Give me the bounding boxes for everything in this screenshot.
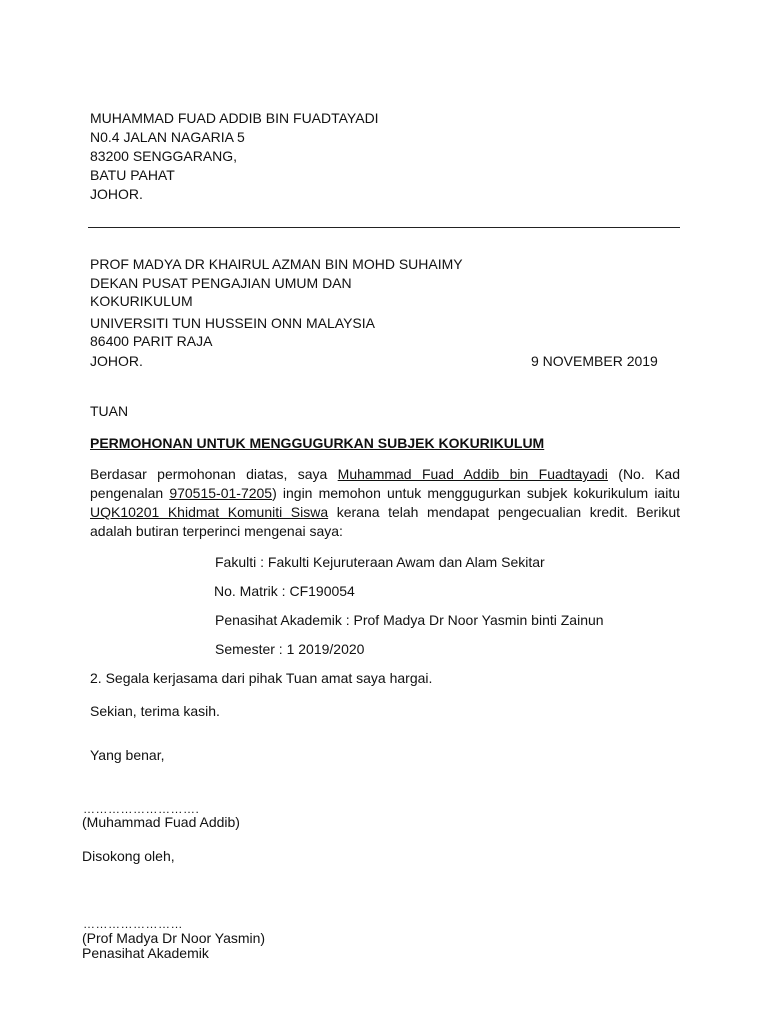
closing-thanks: Sekian, terima kasih. [90,703,220,719]
body-text-d: kerana telah mendapat pengecualian kredit. Berikut adalah butiran terperinci mengenai saya: [90,504,681,539]
signature-line-2: …………………… [83,917,183,931]
course-name: UQK10201 Khidmat Komuniti Siswa [90,504,329,520]
recipient-line-3: KOKURIKULUM [90,293,193,309]
signature-name-2: (Prof Madya Dr Noor Yasmin) [82,930,266,946]
supported-by-label: Disokong oleh, [82,848,175,864]
recipient-line-1: PROF MADYA DR KHAIRUL AZMAN BIN MOHD SUHAIMY [90,256,463,272]
body-text-c: ) ingin memohon untuk menggugurkan subjek kokurikulum iaitu [272,485,681,501]
recipient-line-4: UNIVERSITI TUN HUSSEIN ONN MALAYSIA [90,315,375,331]
closing-point-2: 2. Segala kerjasama dari pihak Tuan amat saya hargai. [90,670,433,686]
ic-number: 970515-01-7205 [169,485,273,501]
sender-address-line-1: N0.4 JALAN NAGARIA 5 [90,129,245,145]
closing-regards: Yang benar, [90,747,165,763]
sender-address-line-4: JOHOR. [90,186,143,202]
signature-name-1: (Muhammad Fuad Addib) [82,814,240,830]
student-name: Muhammad Fuad Addib bin Fuadtayadi [337,466,608,482]
header-divider [88,227,680,228]
recipient-line-5: 86400 PARIT RAJA [90,333,213,349]
sender-name: MUHAMMAD FUAD ADDIB BIN FUADTAYADI [90,110,379,126]
salutation: TUAN [90,403,129,419]
detail-semester: Semester : 1 2019/2020 [215,641,365,657]
subject-line: PERMOHONAN UNTUK MENGGUGURKAN SUBJEK KOKURIKULUM [90,435,545,451]
body-paragraph [90,465,680,541]
signature-line-1: ………………………. [83,802,200,816]
detail-matric: No. Matrik : CF190054 [214,583,355,599]
letter-date: 9 NOVEMBER 2019 [531,353,658,369]
sender-address-line-3: BATU PAHAT [90,167,175,183]
recipient-line-2: DEKAN PUSAT PENGAJIAN UMUM DAN [90,275,352,291]
detail-faculty: Fakulti : Fakulti Kejuruteraan Awam dan Alam Sekitar [215,554,545,570]
detail-advisor: Penasihat Akademik : Prof Madya Dr Noor Yasmin binti Zainun [215,612,604,628]
recipient-line-6: JOHOR. [90,353,143,369]
body-text-b: (No. Kad pengenalan [90,466,680,501]
sender-address-line-2: 83200 SENGGARANG, [90,148,238,164]
body-text-a: Berdasar permohonan diatas, saya [90,466,338,482]
signature-title-2: Penasihat Akademik [82,945,209,961]
